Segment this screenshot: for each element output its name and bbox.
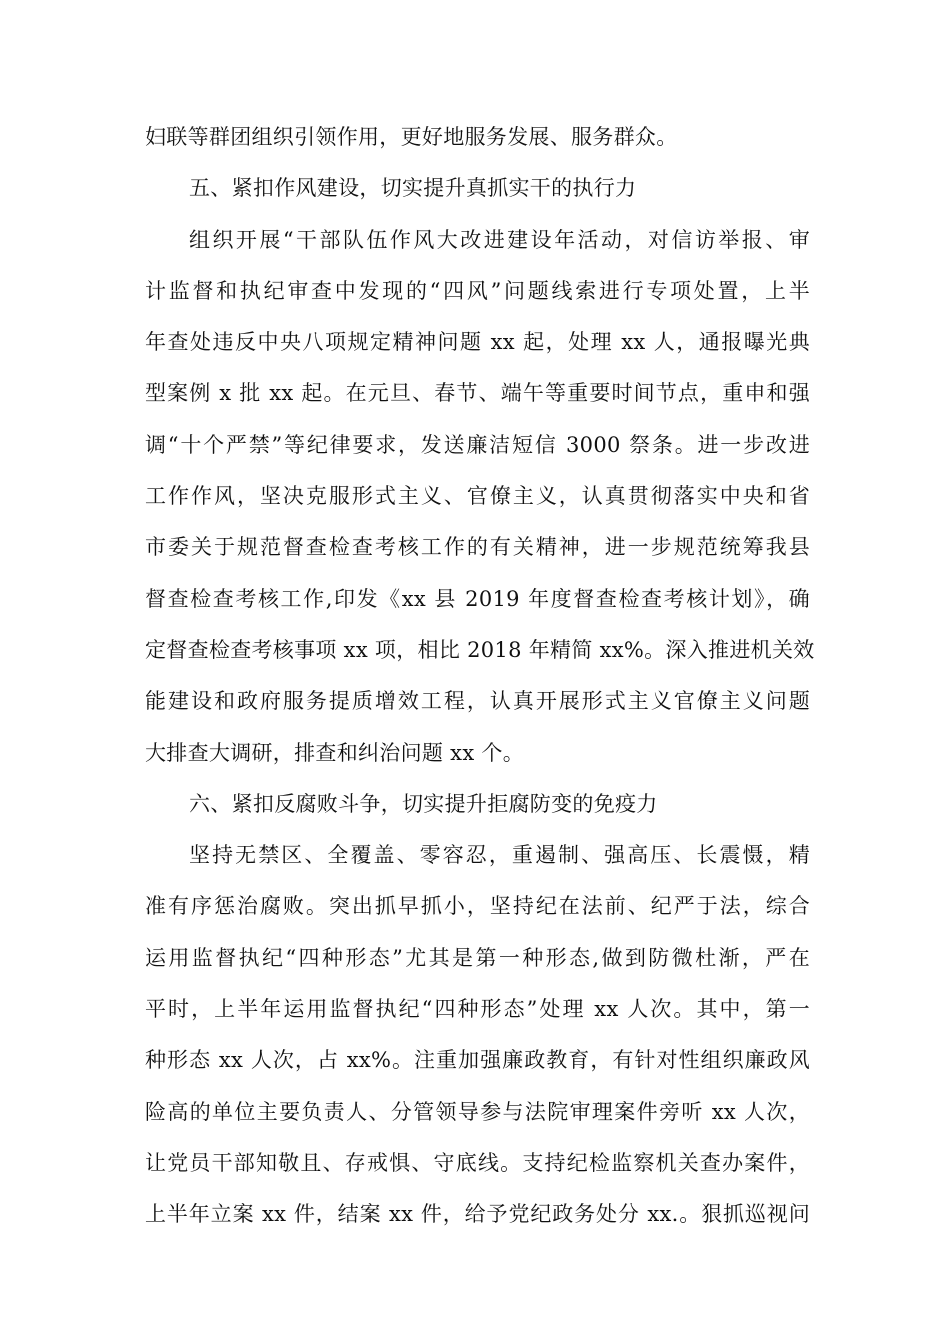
paragraph-line: 计监督和执纪审查中发现的“四风”问题线索进行专项处置，上半 bbox=[145, 278, 810, 303]
paragraph-line: 上半年立案 xx 件，结案 xx 件，给予党纪政务处分 xx.。狠抓巡视问 bbox=[145, 1202, 810, 1227]
paragraph-line: 定督查检查考核事项 xx 项，相比 2018 年精简 xx%。深入推进机关效 bbox=[145, 637, 815, 662]
paragraph-line: 平时，上半年运用监督执纪“四种形态”处理 xx 人次。其中，第一 bbox=[145, 997, 810, 1022]
paragraph-line: 大排查大调研，排查和纠治问题 xx 个。 bbox=[145, 740, 525, 765]
paragraph-line: 让党员干部知敬且、存戒惧、守底线。支持纪检监察机关查办案件， bbox=[145, 1150, 810, 1175]
document-body bbox=[145, 112, 815, 1241]
paragraph-line: 组织开展“干部队伍作风大改进建设年活动，对信访举报、审 bbox=[189, 227, 810, 252]
paragraph-line: 坚持无禁区、全覆盖、零容忍，重遏制、强高压、长震慑，精 bbox=[189, 843, 810, 868]
paragraph-line: 能建设和政府服务提质增效工程，认真开展形式主义官僚主义问题 bbox=[145, 689, 810, 714]
paragraph-line: 种形态 xx 人次，占 xx%。注重加强廉政教育，有针对性组织廉政风 bbox=[145, 1048, 810, 1073]
paragraph-line: 运用监督执纪“四种形态”尤其是第一种形态,做到防微杜渐，严在 bbox=[145, 945, 810, 970]
section-heading: 五、紧扣作风建设，切实提升真抓实干的执行力 bbox=[189, 176, 637, 201]
paragraph-line: 市委关于规范督查检查考核工作的有关精神，进一步规范统筹我县 bbox=[145, 535, 810, 560]
paragraph-line: 调“十个严禁”等纪律要求，发送廉洁短信 3000 祭条。进一步改进 bbox=[145, 432, 810, 457]
paragraph-line: 年查处违反中央八项规定精神问题 xx 起，处理 xx 人，通报曝光典 bbox=[145, 330, 810, 355]
section-heading: 六、紧扣反腐败斗争，切实提升拒腐防变的免疫力 bbox=[189, 791, 658, 816]
paragraph-line: 督查检查考核工作,印发《xx 县 2019 年度督查检查考核计划》，确 bbox=[145, 586, 810, 611]
paragraph-line: 型案例 x 批 xx 起。在元旦、春节、端午等重要时间节点，重申和强 bbox=[145, 381, 810, 406]
paragraph-line: 险高的单位主要负责人、分管领导参与法院审理案件旁听 xx 人次， bbox=[145, 1099, 810, 1124]
paragraph-line: 工作作风，坚决克服形式主义、官僚主义，认真贯彻落实中央和省 bbox=[145, 484, 810, 509]
paragraph-line: 准有序惩治腐败。突出抓早抓小，坚持纪在法前、纪严于法，综合 bbox=[145, 894, 810, 919]
paragraph-line: 妇联等群团组织引领作用，更好地服务发展、服务群众。 bbox=[145, 125, 678, 149]
